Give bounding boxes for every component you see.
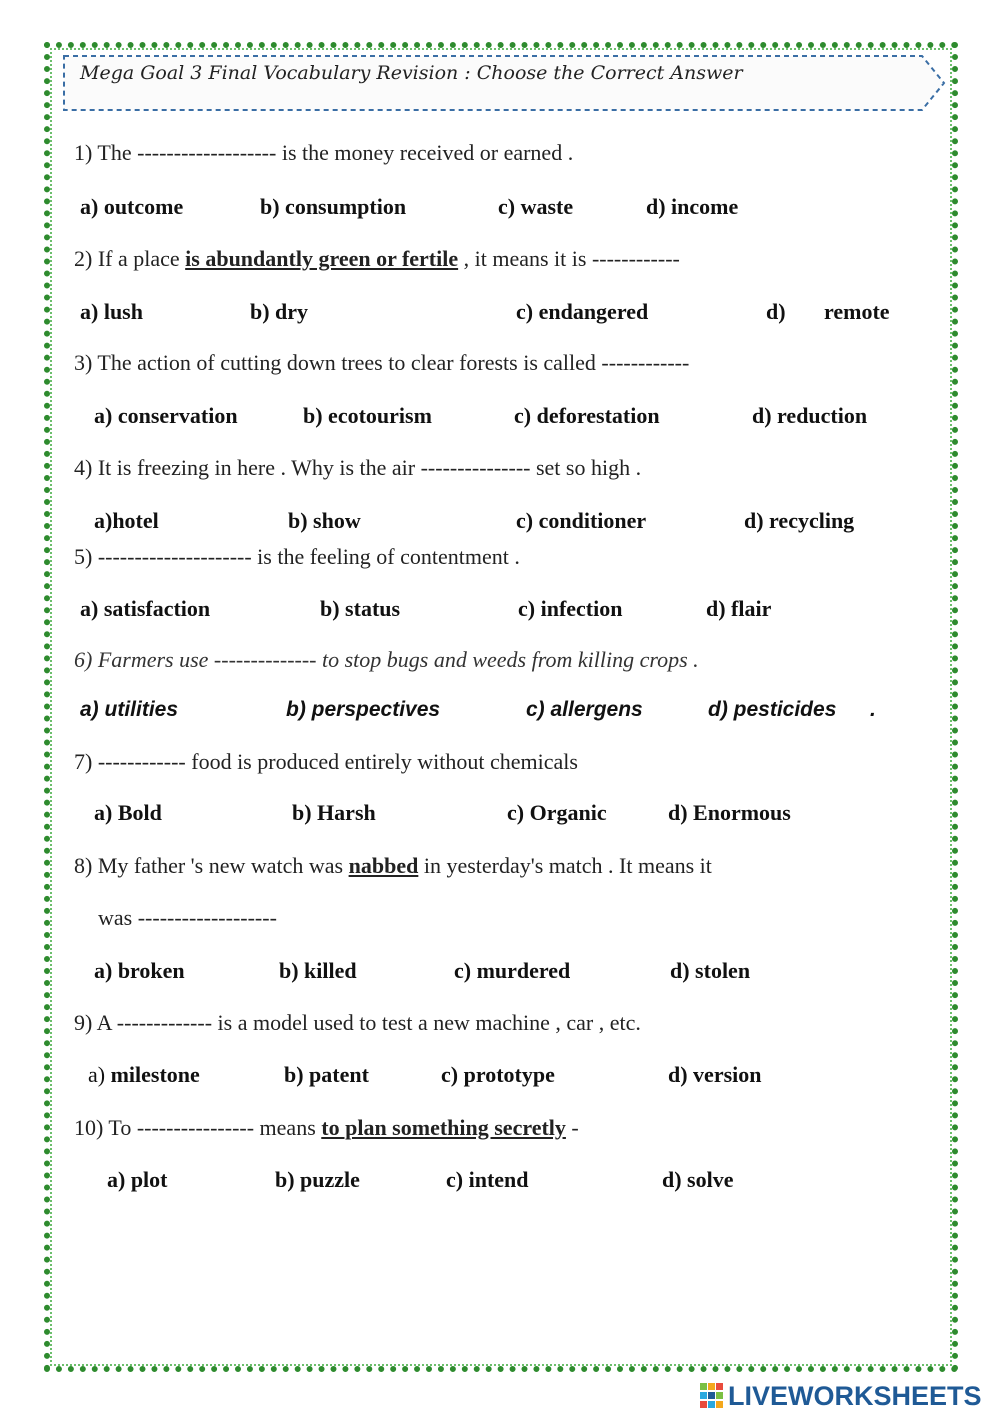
liveworksheets-logo-text: LIVEWORKSHEETS	[728, 1380, 982, 1411]
q1-option-d[interactable]: d) income	[646, 194, 739, 219]
q4-option-b[interactable]: b) show	[288, 508, 361, 533]
q3-option-b[interactable]: b) ecotourism	[303, 403, 432, 428]
title-banner	[62, 54, 946, 112]
q3-option-a[interactable]: a) conservation	[94, 403, 238, 428]
q2-option-c[interactable]: c) endangered	[516, 299, 649, 324]
q4-option-d[interactable]: d) recycling	[744, 508, 855, 533]
q6-option-c[interactable]: c) allergens	[526, 698, 643, 721]
q1-option-c[interactable]: c) waste	[498, 194, 574, 219]
question-8: 8) My father 's new watch was nabbed in yesterday's match . It means it	[74, 853, 712, 878]
q2-option-d[interactable]: remote	[824, 299, 890, 324]
q10-option-c[interactable]: c) intend	[446, 1167, 529, 1192]
question-7: 7) ------------ food is produced entirely without chemicals	[74, 749, 578, 774]
q2-option-a[interactable]: a) lush	[80, 299, 143, 324]
q6-trailing-period: .	[870, 698, 876, 721]
q1-option-a[interactable]: a) outcome	[80, 194, 184, 219]
q2-underlined-phrase: is abundantly green or fertile	[185, 246, 459, 271]
liveworksheets-logo-icon	[700, 1383, 724, 1409]
question-6: 6) Farmers use -------------- to stop bugs and weeds from killing crops .	[74, 647, 699, 672]
q1-option-b[interactable]: b) consumption	[260, 194, 407, 219]
q9-option-c[interactable]: c) prototype	[441, 1062, 555, 1087]
q9-option-a[interactable]: a) milestone	[88, 1062, 200, 1087]
q2-option-b[interactable]: b) dry	[250, 299, 309, 324]
q3-option-c[interactable]: c) deforestation	[514, 403, 660, 428]
q8-option-c[interactable]: c) murdered	[454, 958, 571, 983]
q6-option-b[interactable]: b) perspectives	[286, 698, 441, 721]
q7-option-a[interactable]: a) Bold	[94, 800, 162, 825]
question-9: 9) A ------------- is a model used to test a new machine , car , etc.	[74, 1010, 641, 1035]
q6-option-a[interactable]: a) utilities	[80, 698, 179, 721]
q10-option-a[interactable]: a) plot	[107, 1167, 168, 1192]
q8-underlined-word: nabbed	[348, 853, 419, 878]
q5-option-b[interactable]: b) status	[320, 596, 401, 621]
q10-option-b[interactable]: b) puzzle	[275, 1167, 360, 1192]
question-5: 5) --------------------- is the feeling of contentment .	[74, 544, 520, 569]
q5-option-c[interactable]: c) infection	[518, 596, 623, 621]
q8-option-d[interactable]: d) stolen	[670, 958, 751, 983]
q2-option-d-label[interactable]: d)	[766, 299, 786, 324]
q5-option-a[interactable]: a) satisfaction	[80, 596, 211, 621]
q7-option-d[interactable]: d) Enormous	[668, 800, 791, 825]
q10-option-d[interactable]: d) solve	[662, 1167, 734, 1192]
q9-option-d[interactable]: d) version	[668, 1062, 762, 1087]
q7-option-c[interactable]: c) Organic	[507, 800, 607, 825]
q10-underlined-phrase: to plan something secretly	[321, 1115, 566, 1140]
question-4: 4) It is freezing in here . Why is the air --------------- set so high .	[74, 455, 642, 480]
question-2: 2) If a place is abundantly green or fertile , it means it is ------------	[74, 246, 680, 271]
q3-option-d[interactable]: d) reduction	[752, 403, 868, 428]
q6-option-d[interactable]: d) pesticides	[708, 698, 837, 721]
page-title: Mega Goal 3 Final Vocabulary Revision : Choose the Correct Answer	[80, 62, 743, 84]
question-8-line-2: was -------------------	[98, 905, 277, 930]
q4-option-a[interactable]: a)hotel	[94, 508, 159, 533]
liveworksheets-logo[interactable]	[700, 1380, 982, 1412]
q5-option-d[interactable]: d) flair	[706, 596, 772, 621]
question-3: 3) The action of cutting down trees to clear forests is called ------------	[74, 350, 690, 375]
q8-option-b[interactable]: b) killed	[279, 958, 357, 983]
q9-option-b[interactable]: b) patent	[284, 1062, 369, 1087]
q4-option-c[interactable]: c) conditioner	[516, 508, 647, 533]
q7-option-b[interactable]: b) Harsh	[292, 800, 376, 825]
q8-option-a[interactable]: a) broken	[94, 958, 185, 983]
question-1: 1) The ------------------- is the money received or earned .	[74, 140, 574, 165]
question-10: 10) To ---------------- means to plan something secretly -	[74, 1115, 579, 1140]
